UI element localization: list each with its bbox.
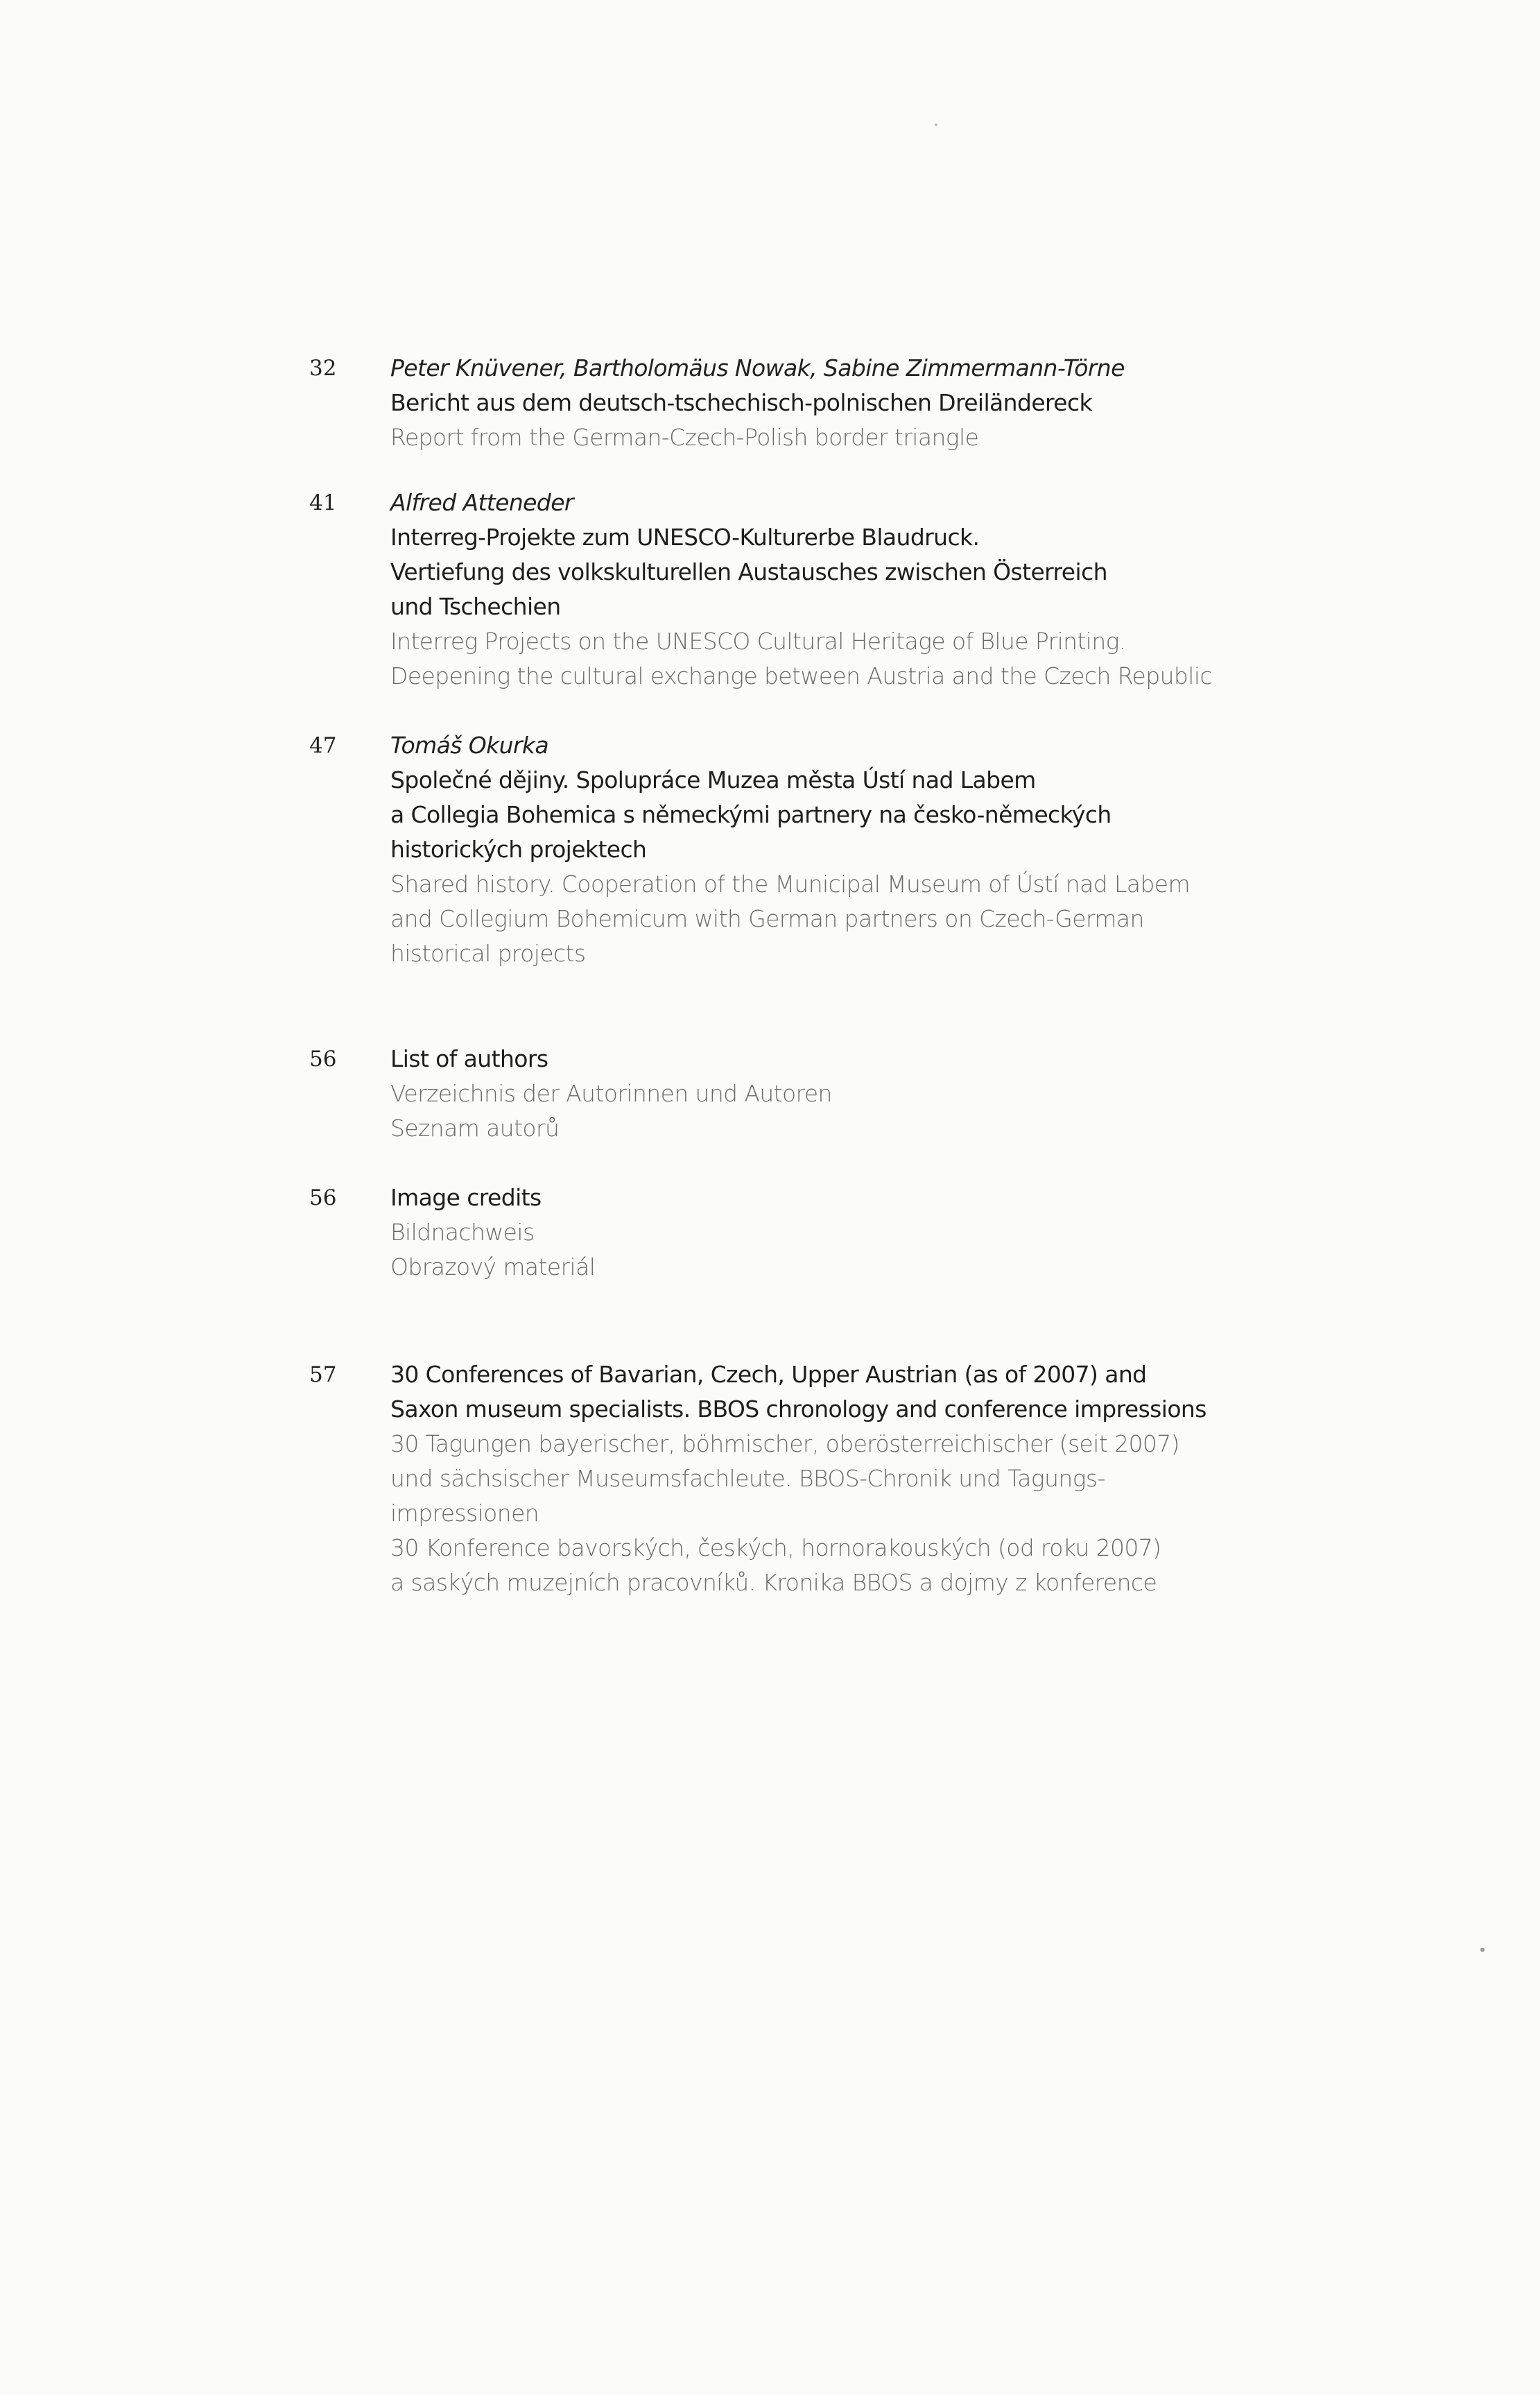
entry-title: 30 Conferences of Bavarian, Czech, Upper Austrian (as of 2007) and [390,1361,1147,1388]
entry-translation: Shared history. Cooperation of the Municipal Museum of Ústí nad Labem [390,870,1191,898]
entry-content [390,1181,1222,1285]
entry-content [390,1357,1222,1600]
page-number: 47 [309,733,337,758]
entry-title: Saxon museum specialists. BBOS chronology and conference impressions [390,1396,1206,1423]
entry-translation: 30 Konference bavorských, českých, hornorakouských (od roku 2007) [390,1534,1161,1561]
entry-title: Bericht aus dem deutsch-tschechisch-polnischen Dreiländereck [390,389,1093,416]
entry-translation: Report from the German-Czech-Polish border triangle [390,424,979,451]
page-number: 56 [309,1185,337,1210]
entry-translation: a saských muzejních pracovníků. Kronika BBOS a dojmy z konference [390,1569,1157,1596]
page-number: 32 [309,356,337,381]
entry-translation: 30 Tagungen bayerischer, böhmischer, oberösterreichischer (seit 2007) [390,1430,1179,1457]
entry-content [390,351,1222,455]
entry-translation: Verzeichnis der Autorinnen und Autoren [390,1080,832,1107]
entry-translation: historical projects [390,940,586,967]
entry-title: Interreg-Projekte zum UNESCO-Kulturerbe Blaudruck. [390,524,980,551]
entry-author: Peter Knüvener, Bartholomäus Nowak, Sabine Zimmermann-Törne [390,354,1125,381]
entry-translation: Deepening the cultural exchange between Austria and the Czech Republic [390,662,1212,689]
entry-translation: Interreg Projects on the UNESCO Cultural Heritage of Blue Printing. [390,628,1126,655]
entry-author: Alfred Atteneder [390,489,573,516]
entry-title: Image credits [390,1184,542,1211]
entry-title: List of authors [390,1045,548,1072]
entry-title: und Tschechien [390,593,561,620]
scan-speck [935,123,937,126]
entry-title: a Collegia Bohemica s německými partnery na česko-německých [390,801,1111,828]
entry-title: Společné dějiny. Spolupráce Muzea města Ústí nad Labem [390,766,1036,793]
entry-translation: Obrazový materiál [390,1253,596,1280]
entry-translation: Seznam autorů [390,1115,560,1142]
entry-author: Tomáš Okurka [390,732,549,759]
entry-content [390,1042,1222,1146]
entry-title: historických projektech [390,836,647,863]
page-number: 41 [309,490,337,515]
entry-translation: impressionen [390,1500,539,1527]
entry-title: Vertiefung des volkskulturellen Austausches zwischen Österreich [390,558,1107,585]
scan-speck [1480,1948,1485,1952]
entry-translation: und sächsischer Museumsfachleute. BBOS-Chronik und Tagungs- [390,1465,1105,1492]
entry-content [390,486,1222,694]
page-number: 57 [309,1362,337,1387]
entry-content [390,728,1222,971]
entry-translation: Bildnachweis [390,1219,535,1246]
entry-translation: and Collegium Bohemicum with German partners on Czech-German [390,905,1144,932]
page-number: 56 [309,1047,337,1072]
